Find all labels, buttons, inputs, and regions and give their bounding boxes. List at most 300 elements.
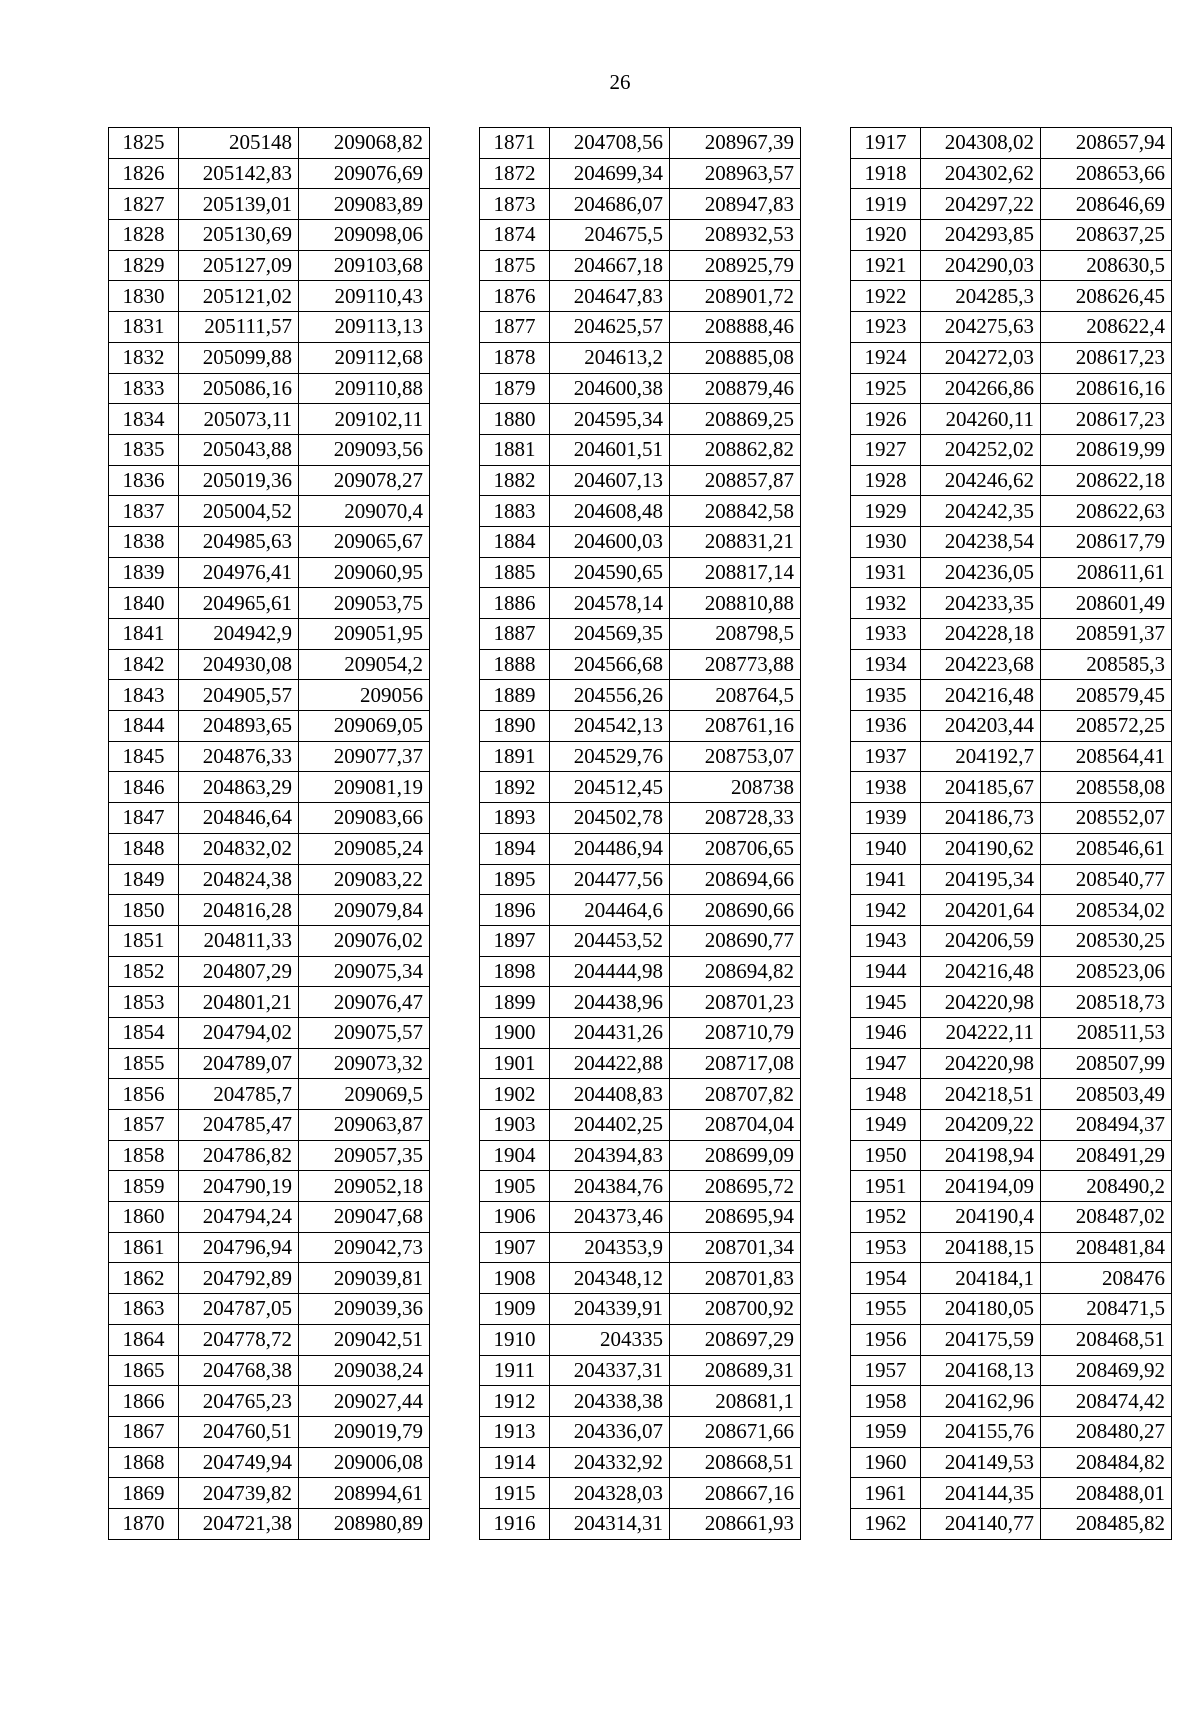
table-row: [109, 189, 430, 220]
x-coordinate-cell: 204832,02: [179, 833, 299, 864]
y-coordinate-cell: 208617,23: [1041, 342, 1172, 373]
y-coordinate-cell: 208653,66: [1041, 158, 1172, 189]
table-row: [851, 1110, 1172, 1141]
point-number-cell: 1895: [480, 864, 550, 895]
y-coordinate-cell: 209075,34: [299, 956, 430, 987]
x-coordinate-cell: 204667,18: [550, 250, 670, 281]
x-coordinate-cell: 204778,72: [179, 1324, 299, 1355]
y-coordinate-cell: 208963,57: [670, 158, 801, 189]
point-number-cell: 1833: [109, 373, 179, 404]
x-coordinate-cell: 204140,77: [921, 1508, 1041, 1539]
point-number-cell: 1909: [480, 1294, 550, 1325]
table-row: [480, 619, 801, 650]
point-number-cell: 1850: [109, 895, 179, 926]
table-row: [480, 404, 801, 435]
x-coordinate-cell: 204285,3: [921, 281, 1041, 312]
point-number-cell: 1830: [109, 281, 179, 312]
x-coordinate-cell: 204721,38: [179, 1508, 299, 1539]
table-row: [109, 1447, 430, 1478]
x-coordinate-cell: 204794,02: [179, 1017, 299, 1048]
x-coordinate-cell: 204242,35: [921, 496, 1041, 527]
table-row: [851, 189, 1172, 220]
x-coordinate-cell: 204246,62: [921, 465, 1041, 496]
point-number-cell: 1896: [480, 895, 550, 926]
x-coordinate-cell: 204266,86: [921, 373, 1041, 404]
y-coordinate-cell: 208694,66: [670, 864, 801, 895]
y-coordinate-cell: 209110,88: [299, 373, 430, 404]
point-number-cell: 1947: [851, 1048, 921, 1079]
table-row: [109, 649, 430, 680]
table-row: [109, 220, 430, 251]
x-coordinate-cell: 204512,45: [550, 772, 670, 803]
y-coordinate-cell: 209069,05: [299, 711, 430, 742]
point-number-cell: 1832: [109, 342, 179, 373]
point-number-cell: 1924: [851, 342, 921, 373]
point-number-cell: 1915: [480, 1478, 550, 1509]
y-coordinate-cell: 208626,45: [1041, 281, 1172, 312]
y-coordinate-cell: 208468,51: [1041, 1324, 1172, 1355]
y-coordinate-cell: 208503,49: [1041, 1079, 1172, 1110]
table-row: [109, 128, 430, 159]
y-coordinate-cell: 208564,41: [1041, 741, 1172, 772]
point-number-cell: 1843: [109, 680, 179, 711]
x-coordinate-cell: 205139,01: [179, 189, 299, 220]
y-coordinate-cell: 208798,5: [670, 619, 801, 650]
x-coordinate-cell: 204186,73: [921, 803, 1041, 834]
table-row: [851, 741, 1172, 772]
x-coordinate-cell: 204796,94: [179, 1232, 299, 1263]
x-coordinate-cell: 204789,07: [179, 1048, 299, 1079]
y-coordinate-cell: 208622,18: [1041, 465, 1172, 496]
y-coordinate-cell: 208476: [1041, 1263, 1172, 1294]
point-number-cell: 1829: [109, 250, 179, 281]
point-number-cell: 1852: [109, 956, 179, 987]
coordinate-table-2: [479, 127, 801, 1540]
y-coordinate-cell: 209110,43: [299, 281, 430, 312]
y-coordinate-cell: 209042,73: [299, 1232, 430, 1263]
point-number-cell: 1848: [109, 833, 179, 864]
table-row: [109, 987, 430, 1018]
y-coordinate-cell: 209069,5: [299, 1079, 430, 1110]
point-number-cell: 1913: [480, 1416, 550, 1447]
point-number-cell: 1838: [109, 526, 179, 557]
x-coordinate-cell: 204699,34: [550, 158, 670, 189]
x-coordinate-cell: 204188,15: [921, 1232, 1041, 1263]
y-coordinate-cell: 209006,08: [299, 1447, 430, 1478]
x-coordinate-cell: 204332,92: [550, 1447, 670, 1478]
x-coordinate-cell: 204790,19: [179, 1171, 299, 1202]
point-number-cell: 1825: [109, 128, 179, 159]
x-coordinate-cell: 204502,78: [550, 803, 670, 834]
table-row: [480, 1294, 801, 1325]
y-coordinate-cell: 208490,2: [1041, 1171, 1172, 1202]
point-number-cell: 1854: [109, 1017, 179, 1048]
x-coordinate-cell: 204220,98: [921, 1048, 1041, 1079]
table-row: [851, 711, 1172, 742]
y-coordinate-cell: 208518,73: [1041, 987, 1172, 1018]
y-coordinate-cell: 209054,2: [299, 649, 430, 680]
table-row: [480, 281, 801, 312]
table-row: [109, 373, 430, 404]
point-number-cell: 1925: [851, 373, 921, 404]
x-coordinate-cell: 204607,13: [550, 465, 670, 496]
y-coordinate-cell: 208585,3: [1041, 649, 1172, 680]
table-row: [480, 496, 801, 527]
table-row: [109, 465, 430, 496]
table-row: [480, 803, 801, 834]
point-number-cell: 1937: [851, 741, 921, 772]
x-coordinate-cell: 204216,48: [921, 956, 1041, 987]
point-number-cell: 1891: [480, 741, 550, 772]
point-number-cell: 1960: [851, 1447, 921, 1478]
table-row: [480, 649, 801, 680]
y-coordinate-cell: 209065,67: [299, 526, 430, 557]
point-number-cell: 1910: [480, 1324, 550, 1355]
point-number-cell: 1921: [851, 250, 921, 281]
point-number-cell: 1914: [480, 1447, 550, 1478]
table-row: [851, 342, 1172, 373]
y-coordinate-cell: 209078,27: [299, 465, 430, 496]
table-row: [480, 895, 801, 926]
point-number-cell: 1902: [480, 1079, 550, 1110]
point-number-cell: 1920: [851, 220, 921, 251]
table-row: [480, 1447, 801, 1478]
table-row: [851, 1508, 1172, 1539]
table-row: [851, 373, 1172, 404]
point-number-cell: 1901: [480, 1048, 550, 1079]
table-row: [851, 526, 1172, 557]
point-number-cell: 1928: [851, 465, 921, 496]
point-number-cell: 1889: [480, 680, 550, 711]
table-row: [851, 220, 1172, 251]
x-coordinate-cell: 204625,57: [550, 312, 670, 343]
x-coordinate-cell: 204180,05: [921, 1294, 1041, 1325]
x-coordinate-cell: 204190,4: [921, 1202, 1041, 1233]
y-coordinate-cell: 208661,93: [670, 1508, 801, 1539]
x-coordinate-cell: 204985,63: [179, 526, 299, 557]
point-number-cell: 1900: [480, 1017, 550, 1048]
table-row: [480, 1017, 801, 1048]
table-row: [851, 864, 1172, 895]
y-coordinate-cell: 208611,61: [1041, 557, 1172, 588]
point-number-cell: 1918: [851, 158, 921, 189]
y-coordinate-cell: 208888,46: [670, 312, 801, 343]
point-number-cell: 1962: [851, 1508, 921, 1539]
x-coordinate-cell: 204339,91: [550, 1294, 670, 1325]
x-coordinate-cell: 205130,69: [179, 220, 299, 251]
table-row: [480, 342, 801, 373]
point-number-cell: 1919: [851, 189, 921, 220]
y-coordinate-cell: 208690,66: [670, 895, 801, 926]
point-number-cell: 1875: [480, 250, 550, 281]
table-row: [480, 987, 801, 1018]
y-coordinate-cell: 209085,24: [299, 833, 430, 864]
y-coordinate-cell: 208699,09: [670, 1140, 801, 1171]
table-row: [109, 1386, 430, 1417]
x-coordinate-cell: 204192,7: [921, 741, 1041, 772]
x-coordinate-cell: 204675,5: [550, 220, 670, 251]
point-number-cell: 1887: [480, 619, 550, 650]
table-row: [109, 158, 430, 189]
point-number-cell: 1868: [109, 1447, 179, 1478]
point-number-cell: 1949: [851, 1110, 921, 1141]
table-row: [109, 803, 430, 834]
y-coordinate-cell: 208710,79: [670, 1017, 801, 1048]
table-row: [109, 1232, 430, 1263]
y-coordinate-cell: 209047,68: [299, 1202, 430, 1233]
point-number-cell: 1867: [109, 1416, 179, 1447]
table-row: [851, 496, 1172, 527]
x-coordinate-cell: 204206,59: [921, 925, 1041, 956]
x-coordinate-cell: 204578,14: [550, 588, 670, 619]
y-coordinate-cell: 208810,88: [670, 588, 801, 619]
table-row: [851, 588, 1172, 619]
y-coordinate-cell: 209103,68: [299, 250, 430, 281]
y-coordinate-cell: 208471,5: [1041, 1294, 1172, 1325]
x-coordinate-cell: 204233,35: [921, 588, 1041, 619]
x-coordinate-cell: 204760,51: [179, 1416, 299, 1447]
y-coordinate-cell: 208753,07: [670, 741, 801, 772]
x-coordinate-cell: 204218,51: [921, 1079, 1041, 1110]
point-number-cell: 1917: [851, 128, 921, 159]
x-coordinate-cell: 204162,96: [921, 1386, 1041, 1417]
table-row: [851, 465, 1172, 496]
y-coordinate-cell: 208728,33: [670, 803, 801, 834]
point-number-cell: 1898: [480, 956, 550, 987]
y-coordinate-cell: 208619,99: [1041, 434, 1172, 465]
table-row: [851, 803, 1172, 834]
table-row: [480, 158, 801, 189]
x-coordinate-cell: 204739,82: [179, 1478, 299, 1509]
x-coordinate-cell: 204786,82: [179, 1140, 299, 1171]
point-number-cell: 1903: [480, 1110, 550, 1141]
point-number-cell: 1908: [480, 1263, 550, 1294]
y-coordinate-cell: 208558,08: [1041, 772, 1172, 803]
table-row: [851, 987, 1172, 1018]
x-coordinate-cell: 204787,05: [179, 1294, 299, 1325]
x-coordinate-cell: 204149,53: [921, 1447, 1041, 1478]
x-coordinate-cell: 204293,85: [921, 220, 1041, 251]
x-coordinate-cell: 204765,23: [179, 1386, 299, 1417]
coordinate-table-1: [108, 127, 430, 1540]
y-coordinate-cell: 208469,92: [1041, 1355, 1172, 1386]
point-number-cell: 1877: [480, 312, 550, 343]
x-coordinate-cell: 204438,96: [550, 987, 670, 1018]
table-row: [109, 1079, 430, 1110]
point-number-cell: 1892: [480, 772, 550, 803]
table-row: [480, 1478, 801, 1509]
table-row: [851, 1386, 1172, 1417]
point-number-cell: 1912: [480, 1386, 550, 1417]
table-row: [851, 1171, 1172, 1202]
x-coordinate-cell: 205148: [179, 128, 299, 159]
x-coordinate-cell: 204542,13: [550, 711, 670, 742]
point-number-cell: 1961: [851, 1478, 921, 1509]
table-row: [480, 864, 801, 895]
x-coordinate-cell: 204794,24: [179, 1202, 299, 1233]
x-coordinate-cell: 204785,7: [179, 1079, 299, 1110]
x-coordinate-cell: 204708,56: [550, 128, 670, 159]
point-number-cell: 1861: [109, 1232, 179, 1263]
x-coordinate-cell: 204647,83: [550, 281, 670, 312]
x-coordinate-cell: 204807,29: [179, 956, 299, 987]
table-row: [480, 1232, 801, 1263]
y-coordinate-cell: 208707,82: [670, 1079, 801, 1110]
x-coordinate-cell: 204252,02: [921, 434, 1041, 465]
point-number-cell: 1943: [851, 925, 921, 956]
point-number-cell: 1837: [109, 496, 179, 527]
y-coordinate-cell: 209052,18: [299, 1171, 430, 1202]
point-number-cell: 1858: [109, 1140, 179, 1171]
y-coordinate-cell: 208487,02: [1041, 1202, 1172, 1233]
point-number-cell: 1866: [109, 1386, 179, 1417]
y-coordinate-cell: 208700,92: [670, 1294, 801, 1325]
x-coordinate-cell: 204408,83: [550, 1079, 670, 1110]
x-coordinate-cell: 204453,52: [550, 925, 670, 956]
point-number-cell: 1847: [109, 803, 179, 834]
x-coordinate-cell: 204203,44: [921, 711, 1041, 742]
point-number-cell: 1881: [480, 434, 550, 465]
y-coordinate-cell: 209083,22: [299, 864, 430, 895]
x-coordinate-cell: 204566,68: [550, 649, 670, 680]
point-number-cell: 1944: [851, 956, 921, 987]
y-coordinate-cell: 208488,01: [1041, 1478, 1172, 1509]
point-number-cell: 1863: [109, 1294, 179, 1325]
table-row: [109, 711, 430, 742]
table-row: [109, 680, 430, 711]
table-row: [109, 1478, 430, 1509]
table-row: [480, 557, 801, 588]
point-number-cell: 1886: [480, 588, 550, 619]
x-coordinate-cell: 204184,1: [921, 1263, 1041, 1294]
x-coordinate-cell: 204260,11: [921, 404, 1041, 435]
point-number-cell: 1870: [109, 1508, 179, 1539]
x-coordinate-cell: 204801,21: [179, 987, 299, 1018]
y-coordinate-cell: 208630,5: [1041, 250, 1172, 281]
table-row: [480, 1386, 801, 1417]
table-row: [109, 619, 430, 650]
y-coordinate-cell: 208667,16: [670, 1478, 801, 1509]
y-coordinate-cell: 209098,06: [299, 220, 430, 251]
x-coordinate-cell: 204228,18: [921, 619, 1041, 650]
x-coordinate-cell: 204893,65: [179, 711, 299, 742]
point-number-cell: 1888: [480, 649, 550, 680]
table-row: [480, 1263, 801, 1294]
point-number-cell: 1880: [480, 404, 550, 435]
table-row: [109, 1355, 430, 1386]
y-coordinate-cell: 209076,69: [299, 158, 430, 189]
table-row: [851, 1048, 1172, 1079]
y-coordinate-cell: 208480,27: [1041, 1416, 1172, 1447]
x-coordinate-cell: 205099,88: [179, 342, 299, 373]
table-row: [480, 925, 801, 956]
table-row: [109, 895, 430, 926]
y-coordinate-cell: 208764,5: [670, 680, 801, 711]
y-coordinate-cell: 209019,79: [299, 1416, 430, 1447]
point-number-cell: 1893: [480, 803, 550, 834]
y-coordinate-cell: 208690,77: [670, 925, 801, 956]
point-number-cell: 1841: [109, 619, 179, 650]
x-coordinate-cell: 205043,88: [179, 434, 299, 465]
y-coordinate-cell: 209042,51: [299, 1324, 430, 1355]
y-coordinate-cell: 208617,23: [1041, 404, 1172, 435]
x-coordinate-cell: 204601,51: [550, 434, 670, 465]
x-coordinate-cell: 204297,22: [921, 189, 1041, 220]
point-number-cell: 1942: [851, 895, 921, 926]
point-number-cell: 1951: [851, 1171, 921, 1202]
point-number-cell: 1916: [480, 1508, 550, 1539]
point-number-cell: 1936: [851, 711, 921, 742]
x-coordinate-cell: 204185,67: [921, 772, 1041, 803]
y-coordinate-cell: 209027,44: [299, 1386, 430, 1417]
table-row: [109, 1048, 430, 1079]
point-number-cell: 1930: [851, 526, 921, 557]
y-coordinate-cell: 208831,21: [670, 526, 801, 557]
y-coordinate-cell: 208689,31: [670, 1355, 801, 1386]
point-number-cell: 1940: [851, 833, 921, 864]
x-coordinate-cell: 204222,11: [921, 1017, 1041, 1048]
x-coordinate-cell: 204569,35: [550, 619, 670, 650]
table-row: [851, 250, 1172, 281]
table-row: [851, 1017, 1172, 1048]
coordinate-table-3: [850, 127, 1172, 1540]
x-coordinate-cell: 204422,88: [550, 1048, 670, 1079]
x-coordinate-cell: 204608,48: [550, 496, 670, 527]
point-number-cell: 1954: [851, 1263, 921, 1294]
table-row: [480, 680, 801, 711]
table-row: [109, 1140, 430, 1171]
table-row: [480, 1171, 801, 1202]
x-coordinate-cell: 204314,31: [550, 1508, 670, 1539]
table-row: [851, 281, 1172, 312]
point-number-cell: 1876: [480, 281, 550, 312]
y-coordinate-cell: 209038,24: [299, 1355, 430, 1386]
page-number: 26: [609, 70, 631, 94]
x-coordinate-cell: 204155,76: [921, 1416, 1041, 1447]
x-coordinate-cell: 204600,38: [550, 373, 670, 404]
y-coordinate-cell: 208591,37: [1041, 619, 1172, 650]
y-coordinate-cell: 208617,79: [1041, 526, 1172, 557]
y-coordinate-cell: 208717,08: [670, 1048, 801, 1079]
x-coordinate-cell: 204335: [550, 1324, 670, 1355]
table-row: [109, 925, 430, 956]
y-coordinate-cell: 209060,95: [299, 557, 430, 588]
table-row: [851, 833, 1172, 864]
point-number-cell: 1862: [109, 1263, 179, 1294]
y-coordinate-cell: 209039,36: [299, 1294, 430, 1325]
point-number-cell: 1885: [480, 557, 550, 588]
x-coordinate-cell: 204686,07: [550, 189, 670, 220]
table-row: [109, 956, 430, 987]
table-row: [851, 1294, 1172, 1325]
y-coordinate-cell: 208694,82: [670, 956, 801, 987]
table-row: [851, 1355, 1172, 1386]
point-number-cell: 1953: [851, 1232, 921, 1263]
x-coordinate-cell: 204275,63: [921, 312, 1041, 343]
table-row: [480, 250, 801, 281]
point-number-cell: 1839: [109, 557, 179, 588]
point-number-cell: 1911: [480, 1355, 550, 1386]
y-coordinate-cell: 208616,16: [1041, 373, 1172, 404]
x-coordinate-cell: 204272,03: [921, 342, 1041, 373]
x-coordinate-cell: 204194,09: [921, 1171, 1041, 1202]
table-row: [851, 404, 1172, 435]
x-coordinate-cell: 204613,2: [550, 342, 670, 373]
y-coordinate-cell: 208773,88: [670, 649, 801, 680]
y-coordinate-cell: 208980,89: [299, 1508, 430, 1539]
table-row: [109, 1171, 430, 1202]
y-coordinate-cell: 208671,66: [670, 1416, 801, 1447]
